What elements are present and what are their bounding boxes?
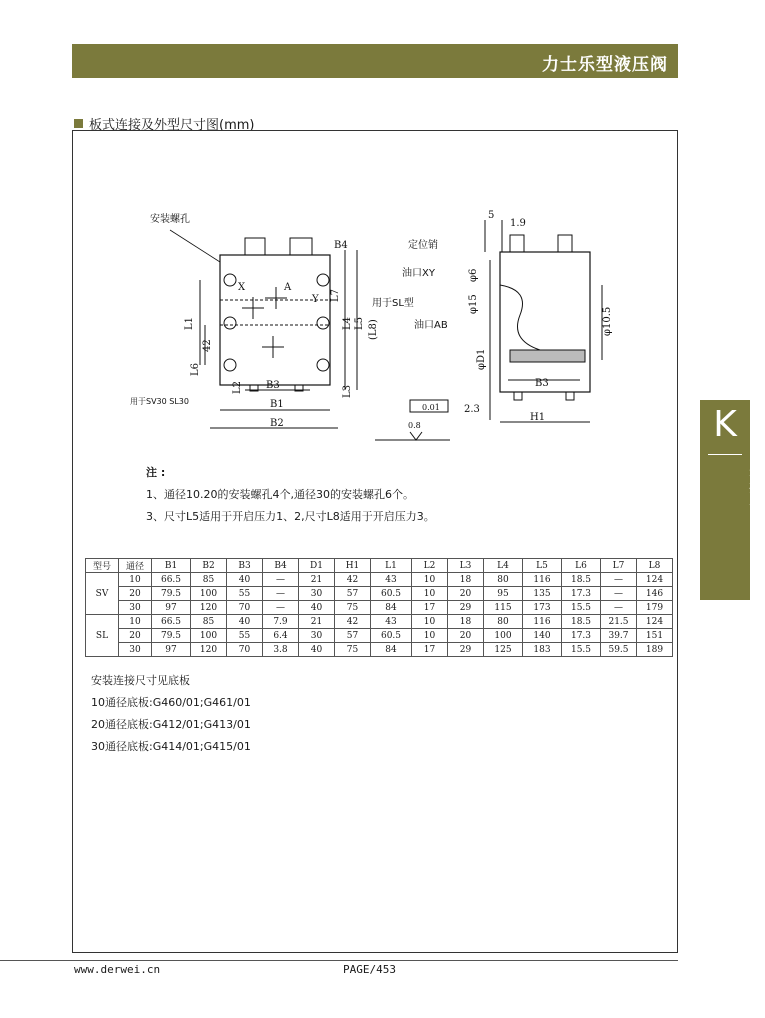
table-cell: 66.5	[152, 573, 191, 587]
footer-divider	[0, 960, 678, 961]
table-cell: 80	[484, 573, 523, 587]
table-cell: 84	[371, 643, 412, 657]
table-cell: 116	[523, 573, 562, 587]
label-l2: L2	[232, 380, 243, 394]
table-header-cell: L7	[601, 559, 637, 573]
mount-hole	[224, 317, 236, 329]
mounting-title: 安装连接尺寸见底板	[91, 674, 190, 687]
table-cell: 75	[335, 643, 371, 657]
mounting-line: 20通径底板:G412/01;G413/01	[91, 718, 251, 731]
table-header-cell: H1	[335, 559, 371, 573]
table-cell: 146	[637, 587, 673, 601]
table-cell: 120	[191, 601, 227, 615]
table-cell: 135	[523, 587, 562, 601]
label-l1: L1	[184, 316, 195, 330]
label-mount-hole: 安装螺孔	[150, 214, 190, 225]
label-phi-6: φ6	[468, 268, 479, 282]
label-b2: B2	[270, 418, 284, 429]
table-cell: 79.5	[152, 587, 191, 601]
table-cell: 84	[371, 601, 412, 615]
table-cell: 120	[191, 643, 227, 657]
table-cell: 39.7	[601, 629, 637, 643]
table-cell: 151	[637, 629, 673, 643]
label-h1: H1	[530, 412, 546, 423]
table-cell-model: SV	[86, 573, 119, 615]
label-2-3: 2.3	[464, 404, 480, 415]
mounting-info	[91, 670, 251, 758]
table-cell: 100	[191, 629, 227, 643]
table-header-cell: L8	[637, 559, 673, 573]
table-cell: 40	[227, 615, 263, 629]
table-cell: 59.5	[601, 643, 637, 657]
mount-hole	[224, 359, 236, 371]
table-cell: 15.5	[562, 643, 601, 657]
table-cell: 60.5	[371, 587, 412, 601]
label-l3: L3	[342, 384, 353, 398]
side-tab-letter: K	[713, 404, 737, 445]
table-cell: 6.4	[263, 629, 299, 643]
table-cell: 179	[637, 601, 673, 615]
valve-body-side	[500, 252, 590, 392]
table-cell: 29	[448, 601, 484, 615]
label-l5: L5	[354, 316, 365, 330]
table-cell: 116	[523, 615, 562, 629]
table-cell: 125	[484, 643, 523, 657]
footer-url: www.derwei.cn	[74, 963, 161, 976]
label-locating-pin: 定位销	[408, 240, 438, 251]
label-a: A	[284, 282, 292, 293]
table-cell: 124	[637, 573, 673, 587]
mount-hole	[317, 359, 329, 371]
label-for-sv30: 用于SV30 SL30	[130, 397, 189, 406]
table-cell: 70	[227, 601, 263, 615]
top-lug-2	[290, 238, 312, 255]
table-cell: 66.5	[152, 615, 191, 629]
table-cell: 60.5	[371, 629, 412, 643]
table-cell: 80	[484, 615, 523, 629]
label-b1: B1	[270, 399, 284, 410]
table-cell: 30	[299, 587, 335, 601]
table-cell: 43	[371, 573, 412, 587]
table-cell: 15.5	[562, 601, 601, 615]
table-cell: 10	[412, 573, 448, 587]
note-line: 3、尺寸L5适用于开启压力1、2,尺寸L8适用于开启压力3。	[146, 510, 435, 523]
table-cell: 17.3	[562, 587, 601, 601]
table-cell: 79.5	[152, 629, 191, 643]
table-row	[86, 587, 673, 601]
internal-passage	[500, 285, 540, 350]
table-cell: 183	[523, 643, 562, 657]
table-cell: 57	[335, 629, 371, 643]
table-row	[86, 615, 673, 629]
mount-hole	[317, 274, 329, 286]
label-phi-15: φ15	[468, 294, 479, 314]
table-cell: 124	[637, 615, 673, 629]
table-cell: 10	[119, 573, 152, 587]
table-header-cell: B3	[227, 559, 263, 573]
table-cell: 40	[299, 601, 335, 615]
table-header-cell: L3	[448, 559, 484, 573]
table-header-cell: L2	[412, 559, 448, 573]
table-row	[86, 601, 673, 615]
table-cell: —	[601, 601, 637, 615]
table-cell: 30	[119, 601, 152, 615]
table-header-row	[86, 559, 673, 573]
table-cell: —	[601, 587, 637, 601]
label-x: X	[238, 282, 246, 293]
table-cell: 18	[448, 573, 484, 587]
label-phi-10-5: φ10.5	[602, 306, 613, 336]
table-cell: —	[601, 573, 637, 587]
table-cell: 40	[299, 643, 335, 657]
table-row	[86, 573, 673, 587]
table-cell: 189	[637, 643, 673, 657]
label-l4: L4	[342, 316, 353, 330]
table-cell: 21	[299, 615, 335, 629]
ab-port-section	[510, 350, 585, 362]
table-cell: 40	[227, 573, 263, 587]
table-cell: 43	[371, 615, 412, 629]
table-cell: —	[263, 587, 299, 601]
page-title: 力士乐型液压阀	[542, 55, 668, 75]
table-cell: 100	[191, 587, 227, 601]
side-tab-text: 液控单向阀	[747, 466, 763, 536]
table-cell: 30	[119, 643, 152, 657]
label-roughness: 0.8	[408, 421, 421, 430]
top-lug-1	[245, 238, 265, 255]
label-42: 42	[202, 339, 213, 352]
notes-block	[146, 462, 435, 528]
table-header-cell: 型号	[86, 559, 119, 573]
side-tab-divider	[708, 454, 742, 455]
side-tab	[700, 400, 763, 600]
table-row	[86, 643, 673, 657]
label-b3-side: B3	[535, 378, 549, 389]
table-cell: 85	[191, 615, 227, 629]
notes-title: 注 :	[146, 466, 166, 479]
label-y: Y	[312, 294, 319, 305]
table-cell: 173	[523, 601, 562, 615]
table-cell: 10	[412, 615, 448, 629]
table-cell: 20	[448, 629, 484, 643]
table-header-cell: L6	[562, 559, 601, 573]
port-crosshairs	[242, 287, 287, 358]
table-cell: 97	[152, 601, 191, 615]
table-cell: 100	[484, 629, 523, 643]
label-5: 5	[488, 210, 495, 221]
table-cell-model: SL	[86, 615, 119, 657]
label-l8: (L8)	[368, 319, 379, 340]
table-cell: —	[263, 573, 299, 587]
table-row	[86, 629, 673, 643]
label-l6: L6	[190, 362, 201, 376]
label-port-xy: 油口XY	[402, 268, 435, 279]
table-cell: 3.8	[263, 643, 299, 657]
table-cell: 18.5	[562, 615, 601, 629]
table-header-cell: L1	[371, 559, 412, 573]
footer-page-number: PAGE/453	[343, 963, 396, 976]
note-line: 1、通径10.20的安装螺孔4个,通径30的安装螺孔6个。	[146, 488, 414, 501]
table-cell: 75	[335, 601, 371, 615]
table-cell: 57	[335, 587, 371, 601]
square-bullet-icon	[74, 119, 83, 128]
section-heading-text: 板式连接及外型尺寸图(mm)	[89, 118, 255, 133]
table-cell: 20	[119, 587, 152, 601]
table-cell: 20	[119, 629, 152, 643]
table-cell: 55	[227, 629, 263, 643]
table-cell: 30	[299, 629, 335, 643]
label-b4: B4	[334, 240, 348, 251]
label-phi-d1: φD1	[476, 348, 487, 370]
table-cell: 55	[227, 587, 263, 601]
valve-body-front	[220, 255, 330, 385]
table-cell: —	[263, 601, 299, 615]
table-header-cell: B2	[191, 559, 227, 573]
dimension-drawing	[110, 190, 613, 450]
table-cell: 42	[335, 615, 371, 629]
table-header-cell: L4	[484, 559, 523, 573]
table-cell: 10	[412, 587, 448, 601]
table-cell: 17.3	[562, 629, 601, 643]
mounting-line: 10通径底板:G460/01;G461/01	[91, 696, 251, 709]
label-flatness: 0.01	[422, 403, 440, 412]
label-for-sl: 用于SL型	[372, 298, 414, 309]
table-cell: 140	[523, 629, 562, 643]
label-b3: B3	[266, 380, 280, 391]
table-cell: 21	[299, 573, 335, 587]
table-cell: 21.5	[601, 615, 637, 629]
table-header-cell: B1	[152, 559, 191, 573]
header-bar	[72, 44, 678, 78]
table-cell: 17	[412, 643, 448, 657]
table-header-cell: D1	[299, 559, 335, 573]
mounting-line: 30通径底板:G414/01;G415/01	[91, 740, 251, 753]
mount-hole	[224, 274, 236, 286]
table-cell: 85	[191, 573, 227, 587]
table-cell: 17	[412, 601, 448, 615]
table-header-cell: 通径	[119, 559, 152, 573]
table-header-cell: L5	[523, 559, 562, 573]
label-port-ab: 油口AB	[414, 320, 448, 331]
table-cell: 18.5	[562, 573, 601, 587]
mount-hole	[317, 317, 329, 329]
table-cell: 20	[448, 587, 484, 601]
table-cell: 10	[412, 629, 448, 643]
label-l7: L7	[330, 288, 341, 302]
dimensions-table	[85, 558, 673, 657]
table-cell: 7.9	[263, 615, 299, 629]
table-cell: 95	[484, 587, 523, 601]
table-cell: 70	[227, 643, 263, 657]
table-cell: 97	[152, 643, 191, 657]
table-cell: 18	[448, 615, 484, 629]
label-1-9: 1.9	[510, 218, 526, 229]
table-cell: 29	[448, 643, 484, 657]
table-cell: 42	[335, 573, 371, 587]
table-header-cell: B4	[263, 559, 299, 573]
table-cell: 10	[119, 615, 152, 629]
table-cell: 115	[484, 601, 523, 615]
